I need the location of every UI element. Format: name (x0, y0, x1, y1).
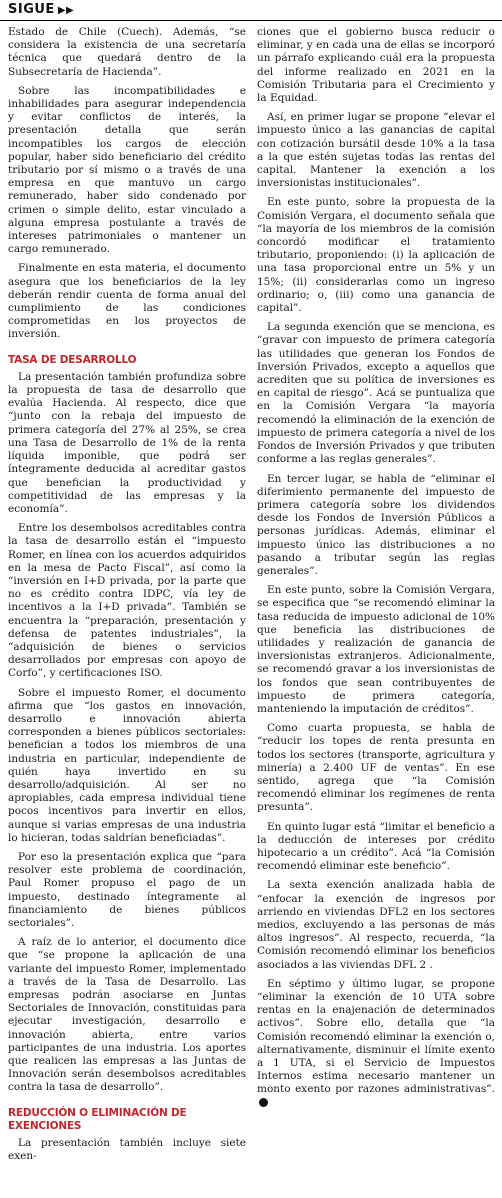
paragraph: Así, en primer lugar se propone “elevar el impuesto único a las ganancias de capital con cotización bursátil desde 10% a la tasa a la que estén sujetas todas las rentas del capital. Mantener la exención a los inversionistas institucionales”. (257, 111, 495, 190)
paragraph: A raíz de lo anterior, el documento dice que “se propone la aplicación de una variante del impuesto Romer, implementado a través de la Tasa de Desarrollo. Las empresas podrán asociarse en Juntas Sectoriales de Innovación, constituidas para ejecutar investigación, desarrollo e innovación abierta, entre varios participantes de una industria. Los aportes que realicen las empresas a las Juntas de Innovación serán desembolsos acreditables contra la tasa de desarrollo”. (8, 936, 246, 1094)
paragraph: Sobre el impuesto Romer, el documento afirma que “los gastos en innovación, desarrollo e innovación abierta corresponden a bienes públicos sectoriales: benefician a todos los miembros de una industria en particular, independiente de quién haya invertido en su desarrollo/adquisición. Al ser no apropiables, cada empresa individual tiene pocos incentivos para invertir en ellos, aunque si varias empresas de una industria lo hicieran, todas saldrían beneficiadas”. (8, 686, 246, 844)
sigue-text: SIGUE (8, 2, 55, 17)
paragraph: La presentación también incluye siete exen- (8, 1137, 246, 1163)
paragraph: Entre los desembolsos acreditables contra la tasa de desarrollo están el “impuesto Romer, en línea con los acuerdos adquiridos en la mesa de Pacto Fiscal”, así como la “inversión en I+D privada, por la parte que no es crédito contra IDPC, vía ley de incentivos a la I+D privada”. También se encuentra la “preparación, presentación y defensa de patentes industriales”, la “adquisición de bienes o servicios desarrollados por empresas con apoyo de Corfo”, y certificaciones ISO. (8, 522, 246, 680)
end-of-article-icon: D (259, 1098, 268, 1107)
paragraph: En este punto, sobre la Comisión Vergara, se especifica que “se recomendó eliminar la tasa reducida de impuesto adicional de 10% que beneficia las distribuciones de utilidades y realización de ganancia de inversionistas extranjeros. Adicionalmente, se recomendó gravar a los inversionistas de los fondos que sean contribuyentes de impuesto de primera categoría, manteniendo la imputación de créditos”. (257, 584, 495, 715)
section-heading-exenciones: REDUCCIÓN O ELIMINACIÓN DE EXENCIONES (8, 1106, 187, 1132)
paragraph: Finalmente en esta materia, el documento asegura que los beneficiarios de la ley deberán rendir cuenta de forma anual del cumplimiento de las condiciones comprometidas en los proyectos de inversión. (8, 262, 246, 341)
paragraph: En quinto lugar está “limitar el beneficio a la deducción de intereses por crédito hipotecario a un crédito”. Acá “la Comisión recomendó eliminar este beneficio”. (257, 820, 495, 873)
paragraph: En este punto, sobre la propuesta de la Comisión Vergara, el documento señala que “la mayoría de los miembros de la comisión concordó modificar el tratamiento tributario, proponiendo: (i) la aplicación de una tasa proporcional entre un 5% y un 15%; (ii) considerarlas como un ingreso ordinario; o, (iii) como una ganancia de capital”. (257, 196, 495, 315)
paragraph: ciones que el gobierno busca reducir o eliminar, y en cada una de ellas se incorporó un párrafo explicando cuál era la propuesta del informe realizado en 2021 en la Comisión Tributaria para el Crecimiento y la Equidad. (257, 26, 495, 105)
paragraph: La segunda exención que se menciona, es “gravar con impuesto de primera categoría las utilidades que generan los Fondos de Inversión Privados, excepto a aquellos que acrediten que su política de inversiones es en capital de riesgo”. Acá se puntualiza que en la Comisión Vergara “la mayoría recomendó la eliminación de la exención de impuesto de primera categoría a nivel de los Fondos de Inversión Privados y que tributen conforme a las reglas generales”. (257, 321, 495, 466)
paragraph: La sexta exención analizada habla de “enfocar la exención de ingresos por arriendo en viviendas DFL2 en los sectores medios, excluyendo a las personas de más altos ingresos”. Al respecto, recuerda, “la Comisión recomendó eliminar los beneficios asociados a las viviendas DFL 2 . (257, 879, 495, 971)
right-column (257, 26, 495, 1194)
section-heading-tasa: TASA DE DESARROLLO (8, 353, 137, 366)
paragraph: La presentación también profundiza sobre la propuesta de tasa de desarrollo que evalúa Hacienda. Al respecto, dice que “junto con la rebaja del impuesto de primera categoría del 27% al 25%, se crea una Tasa de Desarrollo de 1% de la renta líquida imponible, que podrá ser íntegramente deducida al acreditar gastos que benefician la productividad y competitividad de las empresas y la economía”. (8, 370, 246, 515)
paragraph: Sobre las incompatibilidades e inhabilidades para asegurar independencia y evitar conflictos de interés, la presentación detalla que serán incompatibles los cargos de elección popular, haber sido beneficiario del crédito tributario por sí mismo o a través de una empresa en que mantuvo un cargo remunerado, haber sido condenado por crimen o simple delito, estar vinculado a alguna empresa postulante a través de intereses patrimoniales o mantener un cargo remunerado. (8, 84, 246, 256)
paragraph: En tercer lugar, se habla de “eliminar el diferimiento permanente del impuesto de primera categoría sobre los dividendos desde los Fondos de Inversión Públicos a personas jurídicas. Además, eliminar el impuesto único las distribuciones a no pasando a tributar según las reglas generales”. (257, 472, 495, 577)
top-rule (0, 20, 502, 21)
paragraph: Por eso la presentación explica que “para resolver este problema de coordinación, Paul Romer propuso el pago de un impuesto, destinado íntegramente al financiamiento de bienes públicos sectoriales”. (8, 850, 246, 929)
double-arrow-icon: ▶▶ (57, 5, 75, 16)
paragraph: Estado de Chile (Cuech). Además, “se considera la existencia de una secretaría técnica que quedará dentro de la Subsecretaría de Hacienda”. (8, 26, 246, 78)
final-paragraph-text: En séptimo y último lugar, se propone “eliminar la exención de 10 UTA sobre rentas en la enajenación de determinados activos”. Sobre ello, detalla que “la Comisión recomendó eliminar la exención o, alternativamente, disminuir el límite exento a 1 UTA, si el Servicio de Impuestos Internos estima necesario mantener un monto exento por razones administrativas”. (257, 977, 495, 1096)
paragraph-final (257, 978, 495, 1110)
paragraph: Como cuarta propuesta, se habla de “reducir los topes de renta presunta en todos los sectores (transporte, agricultura y minería) a 2.400 UF de ventas”. En ese sentido, agrega que “la Comisión recomendó eliminar los regímenes de renta presunta”. (257, 722, 495, 814)
continued-label (8, 2, 74, 17)
left-column (8, 26, 246, 1194)
